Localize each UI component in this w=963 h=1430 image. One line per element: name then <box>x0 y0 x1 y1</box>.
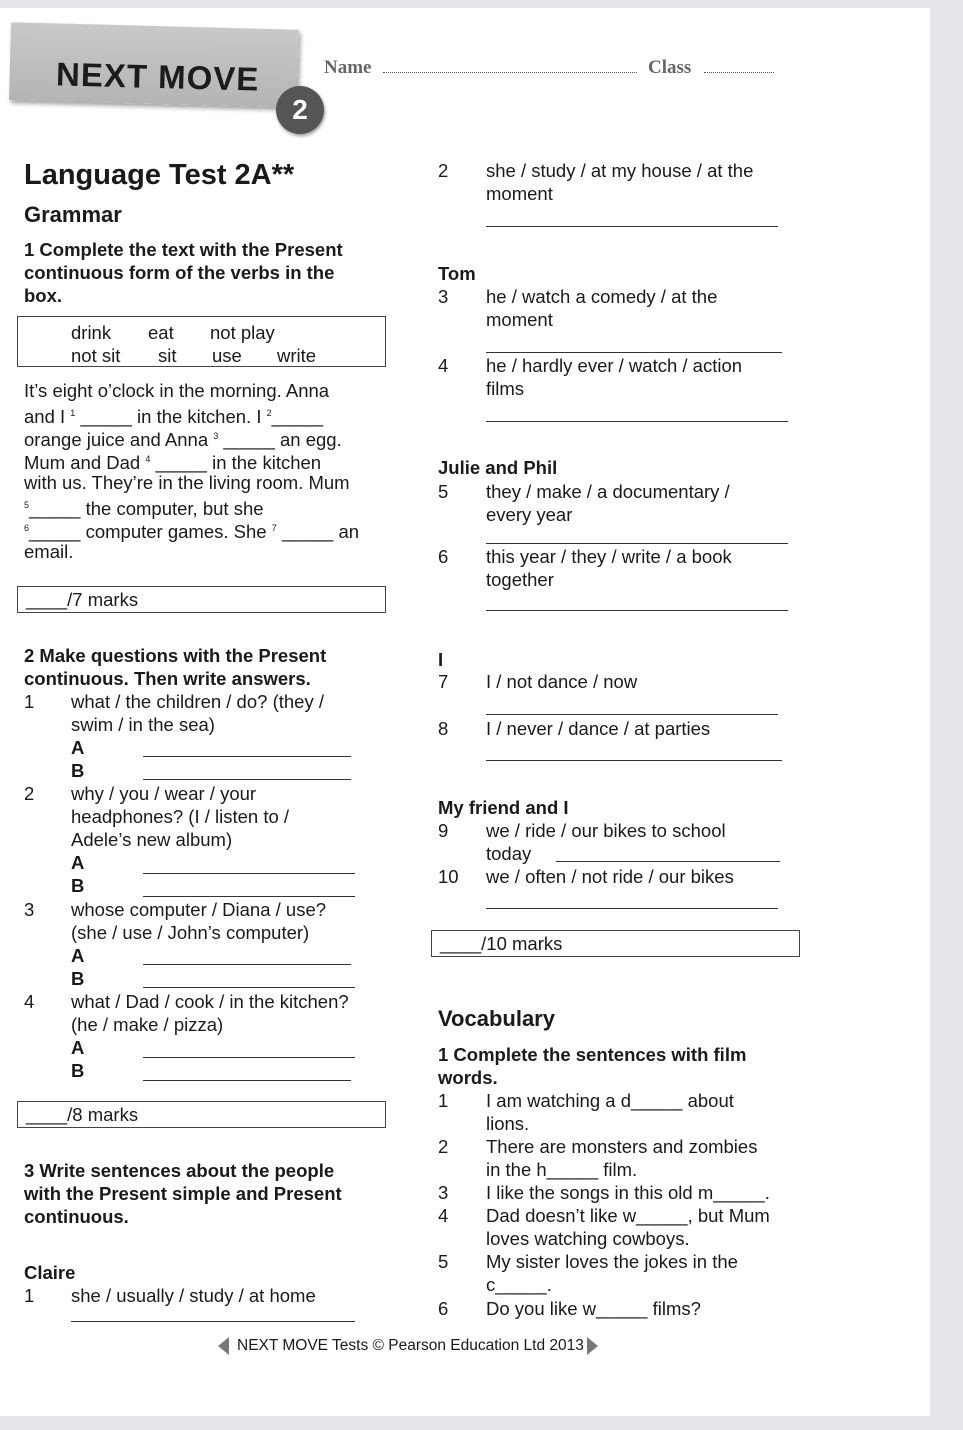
vocab-instruction-line: 1 Complete the sentences with film <box>438 1044 747 1065</box>
ex1-marks: ____/7 marks <box>26 589 139 610</box>
text-line: $^5$_____ the computer, but she <box>24 498 264 519</box>
answer-a-label: A <box>71 852 85 873</box>
class-field[interactable] <box>704 72 774 73</box>
item-number: 2 <box>438 1136 449 1157</box>
item-text: what / Dad / cook / in the kitchen? <box>71 991 349 1012</box>
item-number: 3 <box>24 899 35 920</box>
answer-b-label: B <box>71 760 85 781</box>
class-label: Class <box>648 57 692 78</box>
text-line: orange juice and Anna $^3$ _____ an egg. <box>24 429 342 450</box>
text-line: $^6$_____ computer games. She $^7$ _____ an <box>24 521 360 542</box>
item-number: 5 <box>438 481 449 502</box>
footer-copyright: NEXT MOVE Tests © Pearson Education Ltd 2013 <box>237 1337 584 1354</box>
item-number: 6 <box>438 1298 449 1319</box>
item-number: 2 <box>438 160 449 181</box>
grammar-heading: Grammar <box>24 202 122 227</box>
answer-line[interactable] <box>143 896 355 897</box>
item-text: what / the children / do? (they / <box>71 691 324 712</box>
answer-line[interactable] <box>486 226 778 227</box>
answer-a-label: A <box>71 1037 85 1058</box>
answer-line[interactable] <box>486 714 778 715</box>
item-text: we / often / not ride / our bikes <box>486 866 734 887</box>
item-text: (he / make / pizza) <box>71 1014 224 1035</box>
answer-line[interactable] <box>143 987 355 988</box>
item-text: c_____. <box>486 1274 552 1295</box>
item-text: he / hardly ever / watch / action <box>486 355 743 376</box>
item-number: 3 <box>438 286 449 307</box>
person-heading-julie-phil: Julie and Phil <box>438 457 558 478</box>
answer-line[interactable] <box>486 352 782 353</box>
word-box-item: write <box>277 345 317 366</box>
answer-a-label: A <box>71 945 85 966</box>
item-number: 2 <box>24 783 35 804</box>
ex3-marks: ____/10 marks <box>440 933 563 954</box>
item-number: 4 <box>438 1205 449 1226</box>
ex3-instruction-line: with the Present simple and Present <box>24 1183 342 1204</box>
item-number: 1 <box>24 1285 35 1306</box>
item-text: I / never / dance / at parties <box>486 718 711 739</box>
ex3-instruction-line: continuous. <box>24 1206 129 1227</box>
item-number: 6 <box>438 546 449 567</box>
item-text: moment <box>486 309 553 330</box>
answer-line[interactable] <box>556 861 780 862</box>
item-number: 5 <box>438 1251 449 1272</box>
answer-line[interactable] <box>71 1321 355 1322</box>
item-text: There are monsters and zombies <box>486 1136 758 1157</box>
level-circle: 2 <box>276 86 324 134</box>
text-line: email. <box>24 541 74 562</box>
word-box-item: not play <box>210 322 275 343</box>
answer-line[interactable] <box>143 964 351 965</box>
ex1-instruction-line: continuous form of the verbs in the <box>24 262 335 283</box>
item-text: Do you like w_____ films? <box>486 1298 701 1319</box>
item-text: I am watching a d_____ about <box>486 1090 734 1111</box>
arrow-right-icon <box>587 1337 598 1355</box>
item-text: Adele’s new album) <box>71 829 233 850</box>
vocabulary-heading: Vocabulary <box>438 1006 555 1031</box>
answer-line[interactable] <box>143 1057 355 1058</box>
item-number: 10 <box>438 866 459 887</box>
answer-line[interactable] <box>143 756 351 757</box>
person-heading-claire: Claire <box>24 1262 76 1283</box>
item-text: we / ride / our bikes to school <box>486 820 726 841</box>
item-number: 1 <box>24 691 35 712</box>
word-box-item: not sit <box>71 345 121 366</box>
item-text: she / study / at my house / at the <box>486 160 754 181</box>
item-number: 3 <box>438 1182 449 1203</box>
item-text: moment <box>486 183 553 204</box>
item-text: swim / in the sea) <box>71 714 215 735</box>
item-text: he / watch a comedy / at the <box>486 286 718 307</box>
name-label: Name <box>324 57 372 78</box>
word-box-item: use <box>212 345 242 366</box>
brand-title: NEXT MOVE <box>55 55 260 98</box>
item-number: 4 <box>438 355 449 376</box>
person-heading-my-friend: My friend and I <box>438 797 569 818</box>
vocab-instruction-line: words. <box>438 1067 498 1088</box>
item-text: (she / use / John’s computer) <box>71 922 310 943</box>
item-text: why / you / wear / your <box>71 783 257 804</box>
answer-line[interactable] <box>486 610 788 611</box>
item-text: loves watching cowboys. <box>486 1228 690 1249</box>
ex2-marks: ____/8 marks <box>26 1104 139 1125</box>
ex3-instruction-line: 3 Write sentences about the people <box>24 1160 335 1181</box>
name-field[interactable] <box>383 72 637 73</box>
text-line: It’s eight o’clock in the morning. Anna <box>24 380 330 401</box>
item-text: My sister loves the jokes in the <box>486 1251 738 1272</box>
item-text: lions. <box>486 1113 530 1134</box>
answer-b-label: B <box>71 968 85 989</box>
ex1-instruction-line: box. <box>24 285 63 306</box>
item-text: headphones? (I / listen to / <box>71 806 290 827</box>
answer-b-label: B <box>71 1060 85 1081</box>
word-box-item: sit <box>158 345 177 366</box>
item-text: every year <box>486 504 573 525</box>
item-number: 8 <box>438 718 449 739</box>
item-text: in the h_____ film. <box>486 1159 638 1180</box>
item-number: 4 <box>24 991 35 1012</box>
answer-line[interactable] <box>143 1080 351 1081</box>
answer-line[interactable] <box>486 421 788 422</box>
text-line: with us. They’re in the living room. Mum <box>24 472 350 493</box>
person-heading-tom: Tom <box>438 263 476 284</box>
ex2-instruction-line: continuous. Then write answers. <box>24 668 311 689</box>
word-box-item: eat <box>148 322 174 343</box>
answer-line[interactable] <box>143 779 351 780</box>
test-title: Language Test 2A** <box>24 159 295 191</box>
worksheet-page <box>0 8 930 1416</box>
item-text: I / not dance / now <box>486 671 638 692</box>
answer-b-label: B <box>71 875 85 896</box>
item-text: films <box>486 378 525 399</box>
item-text: together <box>486 569 554 590</box>
item-number: 7 <box>438 671 449 692</box>
item-text: I like the songs in this old m_____. <box>486 1182 770 1203</box>
arrow-left-icon <box>218 1337 229 1355</box>
answer-line[interactable] <box>486 543 788 544</box>
item-text: today <box>486 843 532 864</box>
text-line: and I $^1$ _____ in the kitchen. I $^2$_____ <box>24 406 324 427</box>
text-line: Mum and Dad $^4$ _____ in the kitchen <box>24 452 322 473</box>
answer-line[interactable] <box>143 873 355 874</box>
ex2-instruction-line: 2 Make questions with the Present <box>24 645 327 666</box>
item-number: 9 <box>438 820 449 841</box>
ex1-instruction-line: 1 Complete the text with the Present <box>24 239 343 260</box>
item-text: this year / they / write / a book <box>486 546 732 567</box>
item-text: she / usually / study / at home <box>71 1285 316 1306</box>
answer-line[interactable] <box>486 908 778 909</box>
item-text: Dad doesn’t like w_____, but Mum <box>486 1205 770 1226</box>
word-box-item: drink <box>71 322 112 343</box>
item-text: they / make / a documentary / <box>486 481 730 502</box>
item-text: whose computer / Diana / use? <box>71 899 327 920</box>
answer-a-label: A <box>71 737 85 758</box>
person-heading-i: I <box>438 649 444 670</box>
item-number: 1 <box>438 1090 449 1111</box>
answer-line[interactable] <box>486 760 782 761</box>
